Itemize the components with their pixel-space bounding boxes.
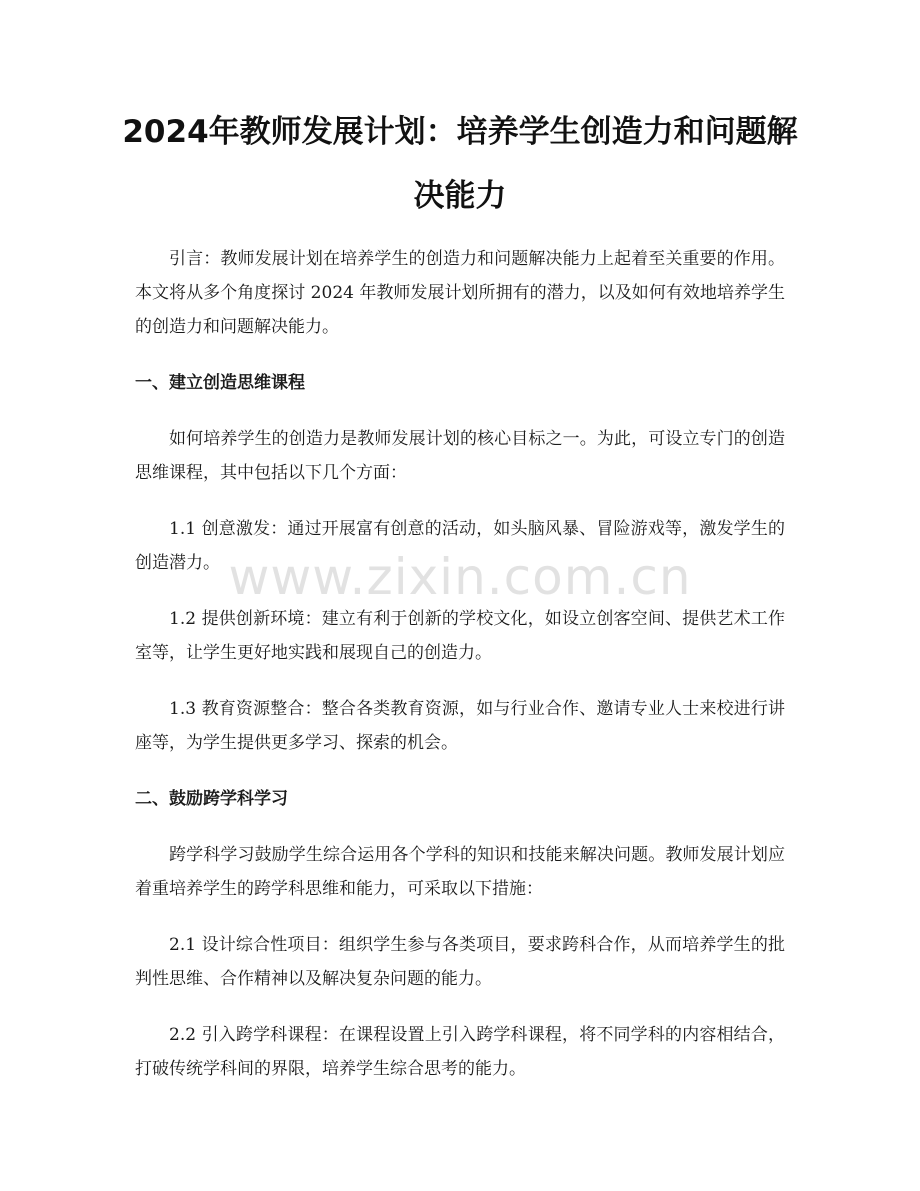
section-1-item-3: 1.3 教育资源整合：整合各类教育资源，如与行业合作、邀请专业人士来校进行讲座等，为学生提供更多学习、探索的机会。 [135,699,785,753]
section-1-item-1: 1.1 创意激发：通过开展富有创意的活动，如头脑风暴、冒险游戏等，激发学生的创造潜力。 [135,519,785,573]
section-2-heading: 二、鼓励跨学科学习 [135,789,288,809]
document-body [135,242,785,1108]
section-1-heading: 一、建立创造思维课程 [135,373,305,393]
intro-paragraph: 引言：教师发展计划在培养学生的创造力和问题解决能力上起着至关重要的作用。本文将从多个角度探讨 2024 年教师发展计划所拥有的潜力，以及如何有效地培养学生的创造力和问题解决能力。 [135,249,785,337]
section-2-item-2: 2.2 引入跨学科课程：在课程设置上引入跨学科课程，将不同学科的内容相结合，打破传统学科间的界限，培养学生综合思考的能力。 [135,1025,785,1079]
section-2-intro: 跨学科学习鼓励学生综合运用各个学科的知识和技能来解决问题。教师发展计划应着重培养学生的跨学科思维和能力，可采取以下措施： [135,845,785,899]
page-title: 2024年教师发展计划：培养学生创造力和问题解决能力 [122,114,798,214]
section-1-intro: 如何培养学生的创造力是教师发展计划的核心目标之一。为此，可设立专门的创造思维课程，其中包括以下几个方面： [135,429,785,483]
section-2-item-1: 2.1 设计综合性项目：组织学生参与各类项目，要求跨科合作，从而培养学生的批判性思维、合作精神以及解决复杂问题的能力。 [135,935,785,989]
section-1-item-2: 1.2 提供创新环境：建立有利于创新的学校文化，如设立创客空间、提供艺术工作室等，让学生更好地实践和展现自己的创造力。 [135,609,785,663]
watermark: www.zixin.com.cn [228,548,692,606]
